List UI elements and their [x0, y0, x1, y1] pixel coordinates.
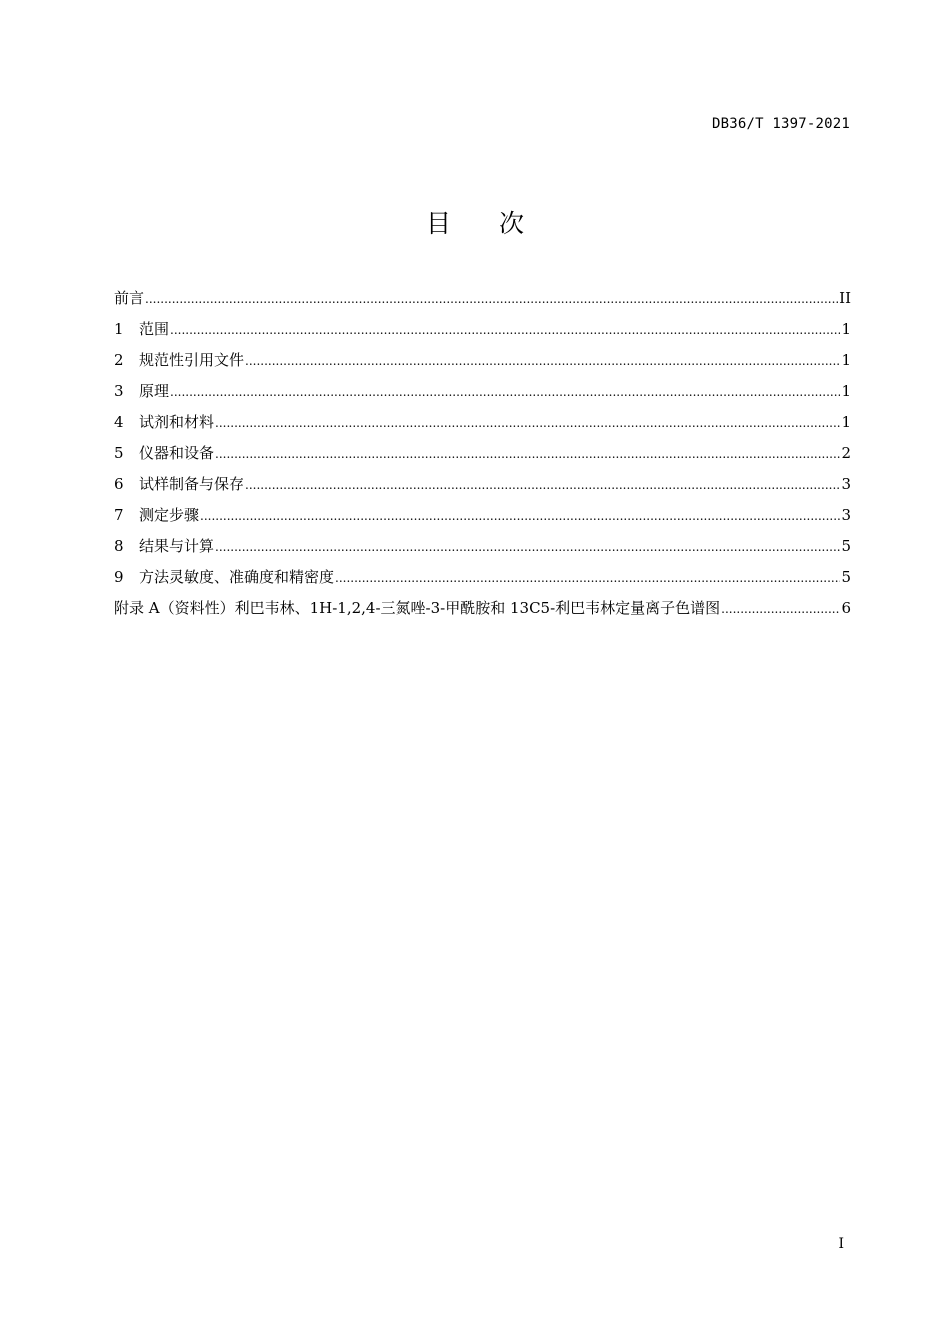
toc-entry-page: 2: [841, 444, 851, 462]
toc-entry-number: 2: [114, 351, 124, 369]
toc-leader-dots: [170, 382, 840, 402]
toc-entry-number: 8: [114, 537, 124, 555]
toc-title: 目次: [425, 209, 572, 238]
toc-entry-number: 9: [114, 568, 124, 586]
toc-entry-text: 附录 A（资料性）利巴韦林、1H-1,2,4-三氮唑-3-甲酰胺和 13C5-利巴韦林定量离子色谱图: [114, 599, 721, 617]
toc-leader-dots: [721, 599, 840, 619]
toc-entry-1[interactable]: [114, 319, 851, 350]
toc-entry-6[interactable]: [114, 474, 851, 505]
toc-entry-number: 1: [114, 320, 124, 338]
toc-leader-dots: [335, 568, 840, 588]
toc-entry-page: 3: [841, 475, 851, 493]
toc-entry-text: 测定步骤: [139, 506, 200, 524]
toc-entry-text: 原理: [139, 382, 170, 400]
toc-leader-dots: [215, 413, 840, 433]
toc-entry-7[interactable]: [114, 505, 851, 536]
toc-leader-dots: [200, 506, 840, 526]
toc-entry-page: II: [839, 289, 851, 307]
toc-leader-dots: [245, 351, 840, 371]
toc-leader-dots: [215, 444, 840, 464]
toc-entry-2[interactable]: [114, 350, 851, 381]
document-code: DB36/T 1397-2021: [711, 116, 850, 132]
page-number: I: [838, 1236, 844, 1252]
toc-leader-dots: [145, 289, 838, 309]
toc-entry-page: 3: [841, 506, 851, 524]
toc-entry-9[interactable]: [114, 567, 851, 598]
toc-entry-page: 6: [841, 599, 851, 617]
toc-entry-page: 1: [841, 382, 851, 400]
toc-leader-dots: [215, 537, 840, 557]
toc-entry-5[interactable]: [114, 443, 851, 474]
toc-entry-text: 规范性引用文件: [139, 351, 245, 369]
toc-leader-dots: [170, 320, 840, 340]
toc-entry-page: 1: [841, 320, 851, 338]
toc-entry-text: 前言: [114, 289, 145, 307]
toc-entry-text: 结果与计算: [139, 537, 215, 555]
toc-entry-number: 7: [114, 506, 124, 524]
toc-entry-appendix-a[interactable]: [114, 598, 851, 629]
toc-entry-page: 5: [841, 568, 851, 586]
toc-entry-foreword[interactable]: [114, 288, 851, 319]
table-of-contents: [114, 288, 851, 629]
toc-entry-page: 1: [841, 351, 851, 369]
toc-entry-text: 范围: [139, 320, 170, 338]
toc-entry-3[interactable]: [114, 381, 851, 412]
toc-entry-text: 仪器和设备: [139, 444, 215, 462]
toc-entry-4[interactable]: [114, 412, 851, 443]
toc-entry-8[interactable]: [114, 536, 851, 567]
toc-entry-text: 方法灵敏度、准确度和精密度: [139, 568, 335, 586]
toc-entry-text: 试剂和材料: [139, 413, 215, 431]
toc-leader-dots: [245, 475, 840, 495]
toc-entry-page: 5: [841, 537, 851, 555]
toc-entry-number: 3: [114, 382, 124, 400]
toc-entry-number: 4: [114, 413, 124, 431]
toc-entry-text: 试样制备与保存: [139, 475, 245, 493]
toc-entry-number: 5: [114, 444, 124, 462]
toc-entry-number: 6: [114, 475, 124, 493]
toc-entry-page: 1: [841, 413, 851, 431]
